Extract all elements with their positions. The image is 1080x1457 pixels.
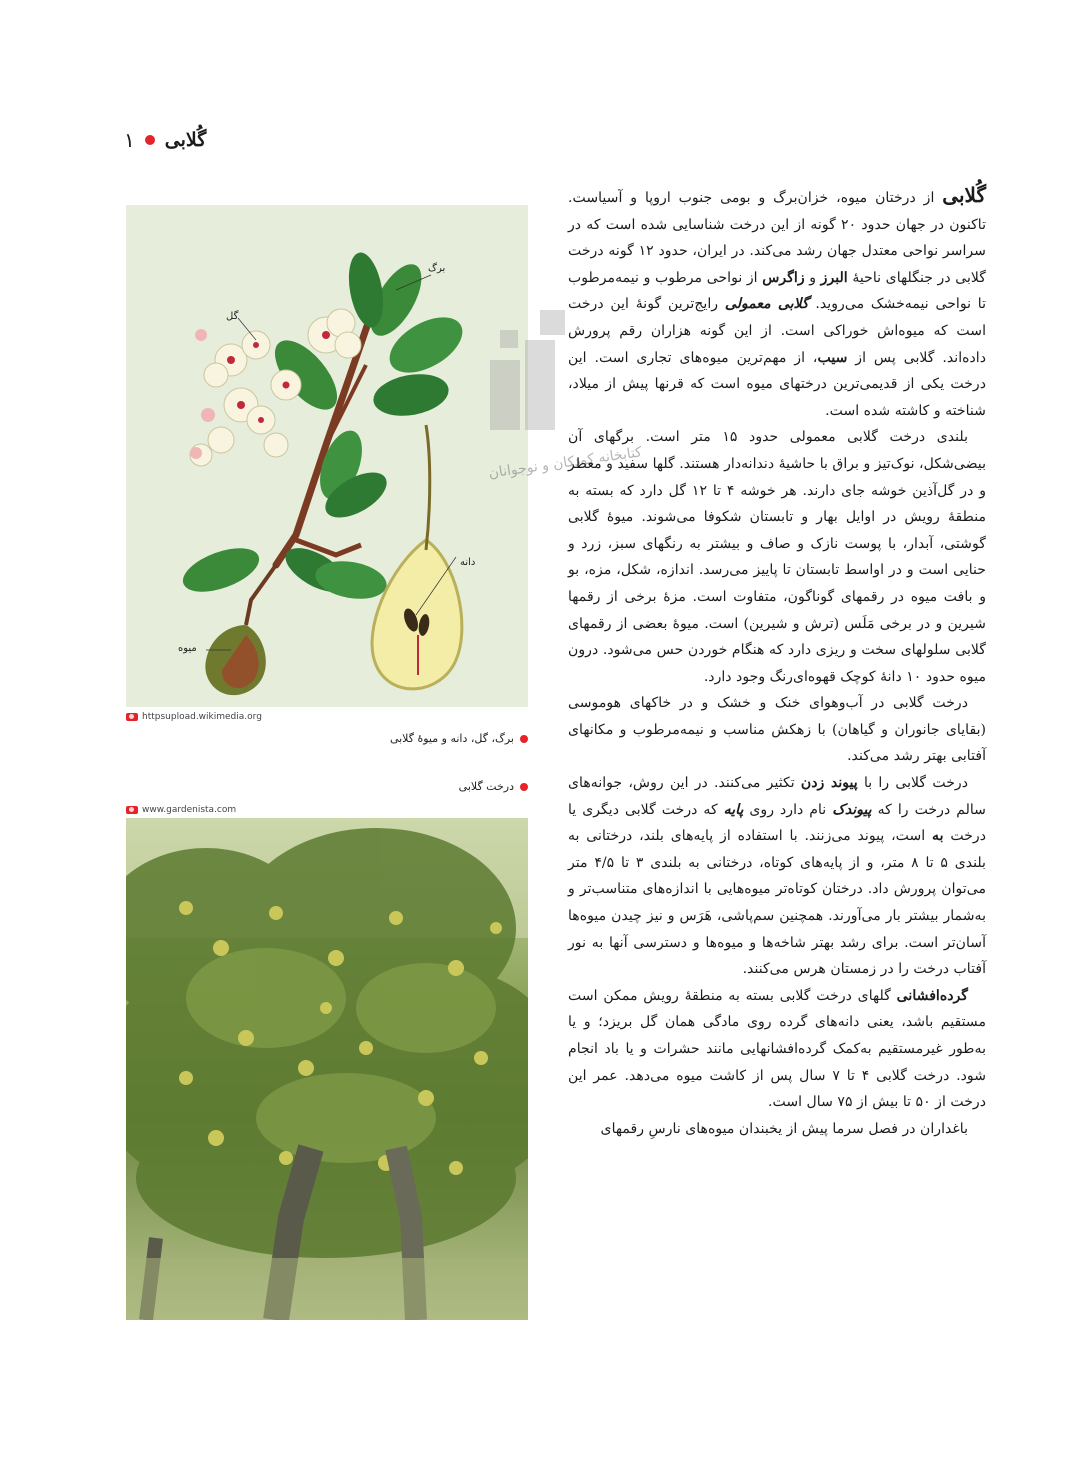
propagation-text-1: درخت گلابی را با xyxy=(857,775,968,792)
illustration-caption xyxy=(390,732,528,745)
label-seed: دانه xyxy=(460,557,476,568)
paragraph-pollination xyxy=(568,983,986,1116)
term-common-pear: گلابی معمولی xyxy=(724,296,809,313)
lead-term: گُلابی xyxy=(942,183,986,207)
term-apple: سیب xyxy=(817,349,848,366)
term-zagros: زاگرس xyxy=(762,269,805,286)
intro-text-3: رایج‌ترین گونهٔ این درخت است که میوه‌اش خوراکی است. از این گونه هزاران رقم پرورش داده‌اند. گلابی پس از xyxy=(568,296,986,366)
term-grafting: پیوند زدن xyxy=(800,775,858,792)
caption-bullet-icon xyxy=(520,735,528,743)
entry-title: گُلابی xyxy=(164,129,207,151)
propagation-text-3: نام دارد روی xyxy=(743,801,833,818)
term-pollination: گرده‌افشانی xyxy=(896,987,968,1004)
header-bullet-icon xyxy=(145,135,155,145)
intro-text-4: ، از مهم‌ترین میوه‌های تجاری است. این درخت یکی از قدیمی‌ترین درختهای میوه است که قرنها پیش از میلاد، شناخته و کاشته شده است. xyxy=(568,349,986,419)
photo-caption xyxy=(459,780,528,793)
label-flower: گل xyxy=(226,311,239,322)
label-leaf: برگ xyxy=(428,263,446,274)
paragraph-climate: درخت گلابی در آب‌وهوای خنک و خشک و در خاکهای هوموسی (بقایای جانوران و گیاهان) با زهکش مناسب و نیمه‌مرطوب و مکانهای آفتابی بهتر رشد می‌کند. xyxy=(568,695,986,765)
term-alborz: البرز xyxy=(820,269,848,286)
watermark-text: کتابخانه کودکان و نوجوانان xyxy=(487,444,643,482)
page-header xyxy=(124,120,334,160)
pear-botanical-drawing xyxy=(126,205,528,707)
propagation-text-2: تکثیر می‌کنند. در این روش، جوانه‌های سالم درخت را که xyxy=(568,775,986,818)
paragraph-propagation xyxy=(568,770,986,983)
paragraph-description: بلندی درخت گلابی معمولی حدود ۱۵ متر است. برگهای آن بیضی‌شکل، نوک‌تیز و براق با حاشیهٔ دندانه‌دار هستند. گلها سفید و معطر و در گل‌آذین خوشه جای دارند. هر خوشه ۴ تا ۱۲ گل دارد که بسته به منطقهٔ رویش در اوایل بهار و تابستان شکوفا می‌شوند. میوهٔ گلابی گوشتی، آبدار، با پوست نازک و صاف و بیشتر به رنگهای سبز، زرد و حنایی است و در اواسط تابستان تا پاییز می‌رسد. اندازه، شکل، مزه، بو و بافت میوه در رقمهای گوناگون، متفاوت است. مزهٔ برخی از رقمها شیرین و در برخی مَلَس (ترش و شیرین) است. میوهٔ بعضی از رقمهای گلابی سلولهای سخت و ریزی دارد که هنگام خوردن حس می‌شود. درون میوه حدود ۱۰ دانهٔ کوچک قهوه‌ای‌رنگ وجود دارد. xyxy=(568,429,987,685)
camera-icon xyxy=(126,806,138,814)
propagation-text-5: است، پیوند می‌زنند. با استفاده از پایه‌های بلند، درختانی به بلندی ۵ تا ۸ متر، و از پایه‌های کوتاه، درختانی به بلندی ۳ تا ۴/۵ متر می‌توان پرورش داد. درختان کوتاه‌تر میوه‌هایی با اندازه‌های متناسب‌تر و به‌شمار بیشتر بار می‌آورند. همچنین سم‌پاشی، هَرَس و نیز چیدن میوه‌ها آسان‌تر است. برای رشد بهتر شاخه‌ها و میوه‌ها و دسترسی آنها به نور آفتاب درخت را در زمستان هرس می‌کنند. xyxy=(568,828,986,978)
illustration-caption-text: برگ، گل، دانه و میوهٔ گلابی xyxy=(389,732,514,745)
term-scion: پیوندک xyxy=(832,801,872,818)
library-watermark-logo xyxy=(480,300,580,440)
caption-bullet-icon xyxy=(520,783,528,791)
term-quince: به xyxy=(932,828,944,845)
pear-tree-photo xyxy=(126,818,528,1320)
term-rootstock: پایه xyxy=(723,801,744,818)
page-number: ۱ xyxy=(124,128,135,152)
photo-credit xyxy=(126,805,236,815)
intro-text-1: از درختان میوه، خزان‌برگ و بومی جنوب اروپا و آسیاست. تاکنون در جهان حدود ۲۰ گونه از این درخت شناسایی شده است که در سراسر نواحی معتدل جهان رشد می‌کند. در ایران، حدود ۱۲ گونه درخت گلابی در جنگلهای ناحیهٔ xyxy=(568,190,987,286)
camera-icon xyxy=(126,713,138,721)
photo-credit-text: www.gardenista.com xyxy=(142,805,237,815)
photo-caption-text: درخت گلابی xyxy=(458,780,514,793)
illustration-credit xyxy=(126,712,262,722)
article-body xyxy=(568,182,986,1142)
pear-tree-photo-drawing xyxy=(126,818,528,1320)
label-fruit: میوه xyxy=(178,643,197,654)
illustration-credit-text: httpsupload.wikimedia.org xyxy=(142,712,262,722)
pollination-text: گلهای درخت گلابی بسته به منطقهٔ رویش ممکن است مستقیم باشد، یعنی دانه‌های گرده روی مادگی همان گل بریزد؛ و یا به‌طور غیرمستقیم به‌کمک گرده‌افشانهایی مانند حشرات و یا باد انجام شود. درخت گلابی ۴ تا ۷ سال پس از کاشت میوه می‌دهد. عمر این درخت از ۵۰ تا بیش از ۷۵ سال است. xyxy=(568,987,986,1111)
propagation-text-4: که درخت گلابی دیگری یا درخت xyxy=(568,801,986,845)
paragraph-intro xyxy=(568,182,986,424)
intro-text-2: از نواحی مرطوب و نیمه‌مرطوب تا نواحی نیمه‌خشک می‌روید. xyxy=(568,269,987,313)
intro-conjunction: و xyxy=(804,269,821,286)
botanical-illustration xyxy=(126,205,528,707)
paragraph-harvest: باغداران در فصل سرما پیش از یخبندان میوه‌های نارسِ رقمهای xyxy=(600,1120,968,1137)
